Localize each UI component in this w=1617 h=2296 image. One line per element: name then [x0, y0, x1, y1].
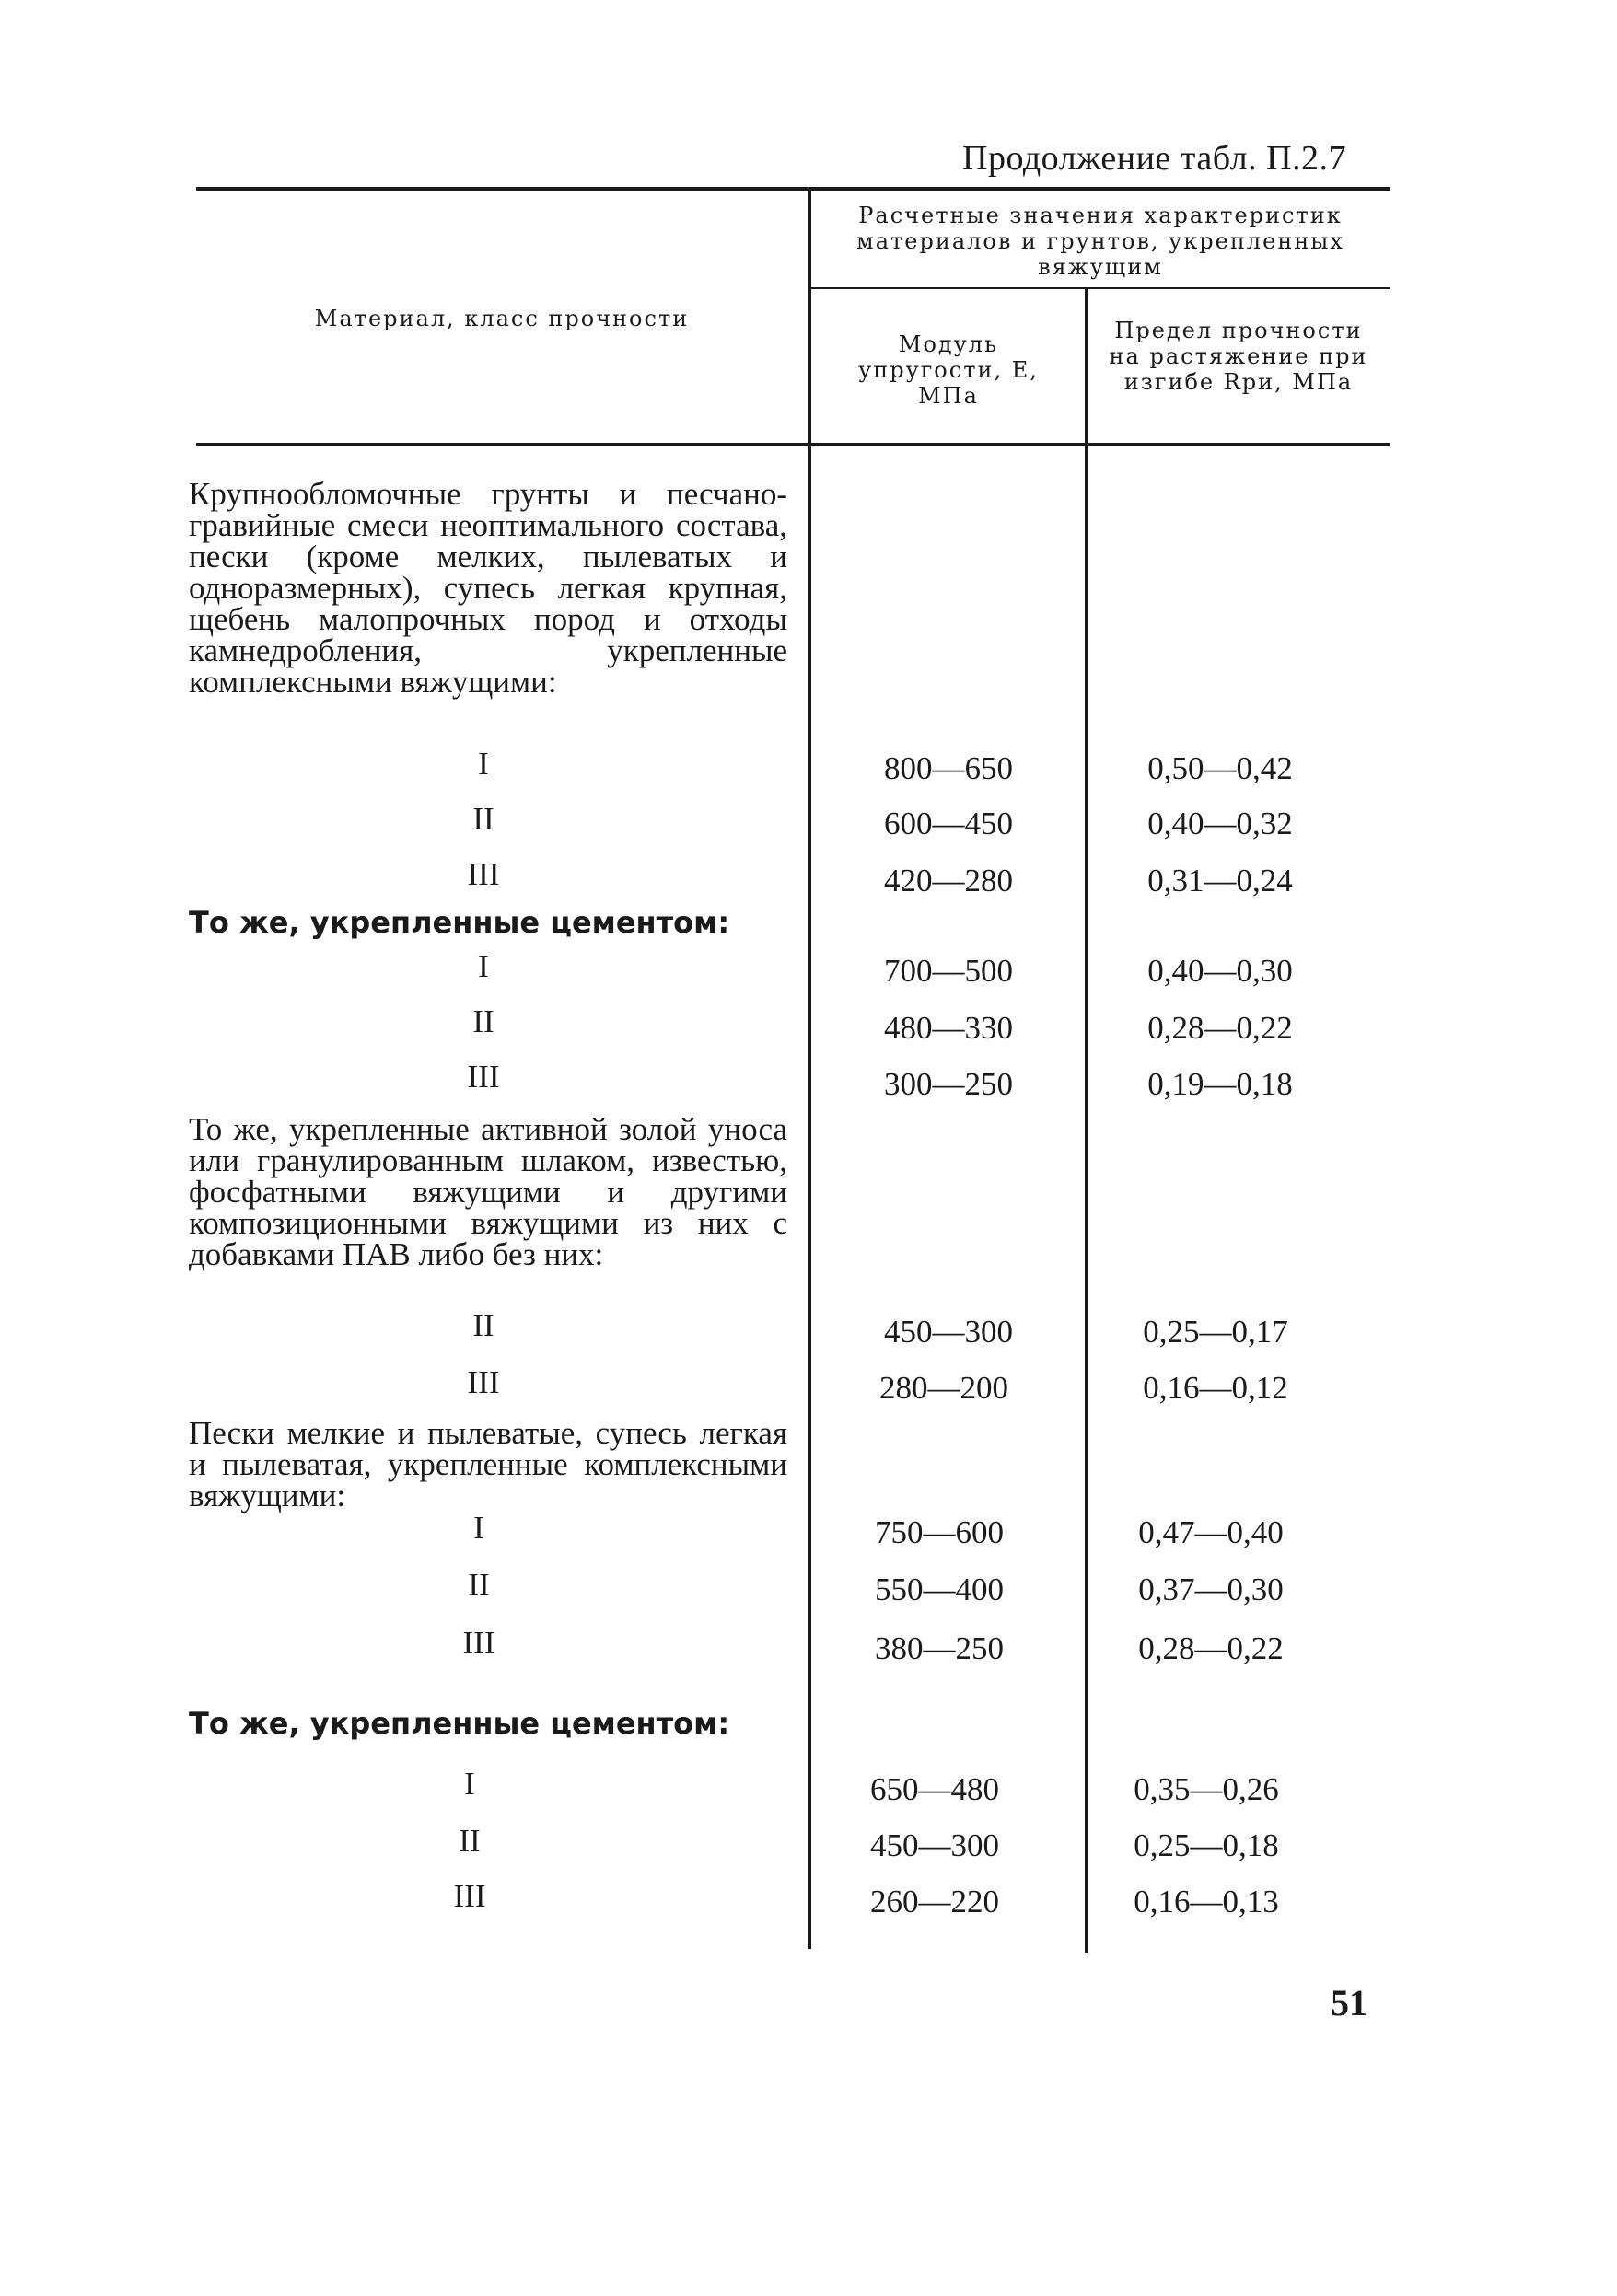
- row-strength: 0,47—0,40: [1138, 1514, 1284, 1550]
- row-strength: 0,35—0,26: [1134, 1771, 1279, 1807]
- row-strength: 0,16—0,13: [1134, 1884, 1279, 1919]
- row-modulus: 550—400: [875, 1571, 1004, 1607]
- row-modulus: 750—600: [875, 1514, 1004, 1550]
- row-modulus: 700—500: [884, 953, 1013, 989]
- row-modulus: 280—200: [879, 1370, 1008, 1406]
- row-class: III: [467, 1059, 500, 1095]
- header-modulus: Модуль упругости, E, МПа: [858, 331, 1039, 409]
- group-header-rule: [810, 287, 1390, 289]
- header-strength: Предел прочности на растяжение при изгибе Rри, МПа: [1109, 318, 1368, 395]
- row-class: III: [462, 1625, 495, 1661]
- row-class: I: [478, 746, 489, 782]
- column-divider-2: [1085, 289, 1088, 1953]
- row-strength: 0,28—0,22: [1138, 1630, 1284, 1666]
- row-class: II: [459, 1823, 481, 1859]
- row-modulus: 650—480: [870, 1771, 999, 1807]
- row-modulus: 420—280: [884, 863, 1013, 899]
- row-modulus: 800—650: [884, 750, 1013, 786]
- header-group-title: Расчетные значения характеристик материалов и грунтов, укрепленных вяжущим: [856, 203, 1344, 280]
- row-strength: 0,25—0,18: [1134, 1827, 1279, 1863]
- row-strength: 0,31—0,24: [1147, 863, 1293, 899]
- row-modulus: 300—250: [884, 1066, 1013, 1102]
- row-modulus: 380—250: [875, 1630, 1004, 1666]
- column-divider-1: [808, 191, 811, 1949]
- row-class: II: [472, 1307, 494, 1343]
- row-class: III: [453, 1878, 486, 1914]
- row-strength: 0,25—0,17: [1143, 1314, 1288, 1350]
- header-material: Материал, класс прочности: [314, 306, 690, 331]
- header-bottom-rule: [196, 443, 1390, 446]
- table-top-rule: [196, 187, 1390, 191]
- row-class: III: [467, 1364, 500, 1400]
- row-class: II: [468, 1567, 490, 1603]
- row-strength: 0,16—0,12: [1143, 1370, 1288, 1406]
- row-modulus: 450—300: [884, 1314, 1013, 1350]
- row-class: I: [464, 1766, 475, 1802]
- section-4-title: Пески мелкие и пылеватые, супесь легкая и пылеватая, укрепленные комплексными вяжущими:: [189, 1415, 787, 1513]
- section-1-title: Крупнообломочные грунты и песчано-гравийные смеси неоптимального состава, пески (кроме мелких, пылеватых и одноразмерных), супесь легкая крупная, щебень малопрочных пород и отходы камнедробления, укрепленные комплексными вяжущими:: [189, 476, 787, 700]
- row-class: III: [467, 856, 500, 892]
- row-class: I: [478, 948, 489, 984]
- row-strength: 0,50—0,42: [1147, 750, 1293, 786]
- page-number: 51: [1331, 1982, 1367, 2023]
- row-strength: 0,40—0,32: [1147, 806, 1293, 841]
- section-5-title: То же, укрепленные цементом:: [189, 1706, 730, 1741]
- row-class: II: [472, 801, 494, 837]
- row-modulus: 600—450: [884, 806, 1013, 841]
- table-caption: Продолжение табл. П.2.7: [962, 139, 1347, 178]
- section-2-title: То же, укрепленные цементом:: [189, 905, 730, 940]
- row-strength: 0,40—0,30: [1147, 953, 1293, 989]
- row-modulus: 450—300: [870, 1827, 999, 1863]
- row-modulus: 480—330: [884, 1010, 1013, 1046]
- section-3-title: То же, укрепленные активной золой уноса или гранулированным шлаком, известью, фосфатными вяжущими и другими композиционными вяжущими из них с добавками ПАВ либо без них:: [189, 1111, 787, 1272]
- row-strength: 0,37—0,30: [1138, 1571, 1284, 1607]
- row-class: II: [472, 1003, 494, 1039]
- row-modulus: 260—220: [870, 1884, 999, 1919]
- row-strength: 0,19—0,18: [1147, 1066, 1293, 1102]
- row-strength: 0,28—0,22: [1147, 1010, 1293, 1046]
- row-class: I: [473, 1510, 484, 1546]
